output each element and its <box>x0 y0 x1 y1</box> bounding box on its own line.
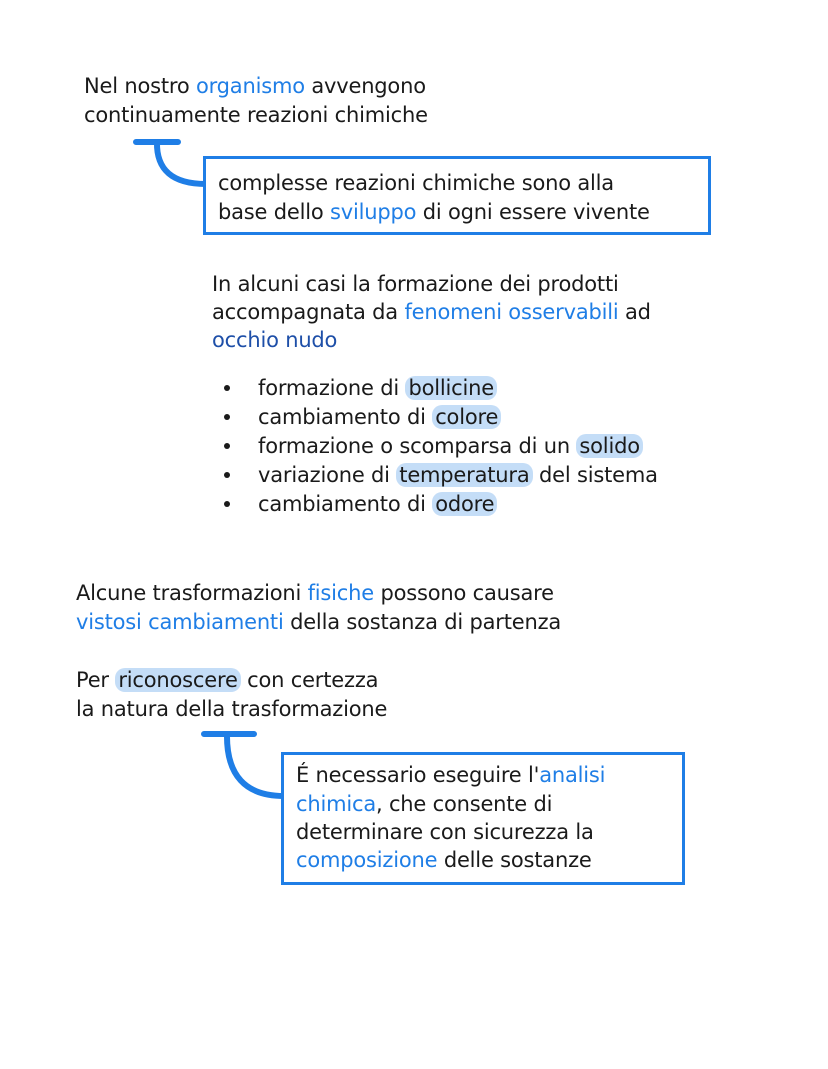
callout-box-2 <box>281 752 685 885</box>
box2-line-2 <box>296 790 552 819</box>
box2-line-3: determinare con sicurezza la <box>296 820 594 844</box>
keyword-organismo: organismo <box>195 74 305 98</box>
keyword-solido: solido <box>576 434 642 458</box>
keyword-sviluppo: sviluppo <box>329 200 417 224</box>
recognize-line-1 <box>76 666 378 695</box>
keyword-composizione: composizione <box>296 848 438 872</box>
box2-text: É necessario eseguire l' <box>296 763 540 787</box>
physical-text: della sostanza di partenza <box>283 610 562 634</box>
box1-text: di ogni essere vivente <box>416 200 650 224</box>
intro-text: avvengono <box>304 74 426 98</box>
intro-text: Nel nostro <box>84 74 196 98</box>
box1-line-1: complesse reazioni chimiche sono alla <box>218 171 614 195</box>
recognize-text: Per <box>76 668 116 692</box>
keyword-vistosi-cambiamenti: vistosi cambiamenti <box>76 610 284 634</box>
intro-line-1 <box>84 72 426 101</box>
bullet-dot <box>224 414 230 420</box>
box2-text: , che consente di <box>376 792 553 816</box>
keyword-riconoscere: riconoscere <box>115 668 240 692</box>
list-item <box>258 432 643 461</box>
keyword-analisi: analisi <box>539 763 606 787</box>
physical-text: possono causare <box>373 581 554 605</box>
keyword-fenomeni-osservabili: fenomeni osservabili <box>404 300 619 324</box>
bullet-dot <box>224 501 230 507</box>
connector-bracket-1 <box>130 138 210 194</box>
bullet-dot <box>224 443 230 449</box>
keyword-bollicine: bollicine <box>405 376 497 400</box>
physical-text: Alcune trasformazioni <box>76 581 308 605</box>
list-item-text: variazione di <box>258 463 397 487</box>
box2-line-4 <box>296 846 592 875</box>
list-item-text: formazione o scomparsa di un <box>258 434 577 458</box>
keyword-colore: colore <box>432 405 501 429</box>
phenomena-text: accompagnata da <box>212 300 405 324</box>
callout-box-1 <box>203 156 711 235</box>
list-item-text: cambiamento di <box>258 405 433 429</box>
list-item-text: cambiamento di <box>258 492 433 516</box>
list-item <box>258 374 497 403</box>
box1-text: base dello <box>218 200 330 224</box>
phenomena-line-1: In alcuni casi la formazione dei prodotti <box>212 272 619 296</box>
box1-line-2 <box>218 198 650 227</box>
recognize-text: con certezza <box>240 668 379 692</box>
physical-line-2 <box>76 608 561 637</box>
list-item <box>258 403 501 432</box>
recognize-line-2: la natura della trasformazione <box>76 697 388 721</box>
list-item <box>258 461 658 490</box>
connector-bracket-2 <box>200 730 290 800</box>
phenomena-line-2 <box>212 298 651 327</box>
box2-text: delle sostanze <box>437 848 592 872</box>
keyword-fisiche: fisiche <box>307 581 374 605</box>
box2-line-1 <box>296 761 605 790</box>
physical-line-1 <box>76 579 554 608</box>
keyword-temperatura: temperatura <box>396 463 532 487</box>
intro-line-2: continuamente reazioni chimiche <box>84 103 428 127</box>
phenomena-line-3: occhio nudo <box>212 328 338 352</box>
bullet-dot <box>224 385 230 391</box>
keyword-chimica: chimica <box>296 792 376 816</box>
list-item-text: del sistema <box>532 463 658 487</box>
bullet-dot <box>224 472 230 478</box>
list-item-text: formazione di <box>258 376 406 400</box>
list-item <box>258 490 497 519</box>
keyword-odore: odore <box>432 492 497 516</box>
phenomena-text: ad <box>618 300 651 324</box>
